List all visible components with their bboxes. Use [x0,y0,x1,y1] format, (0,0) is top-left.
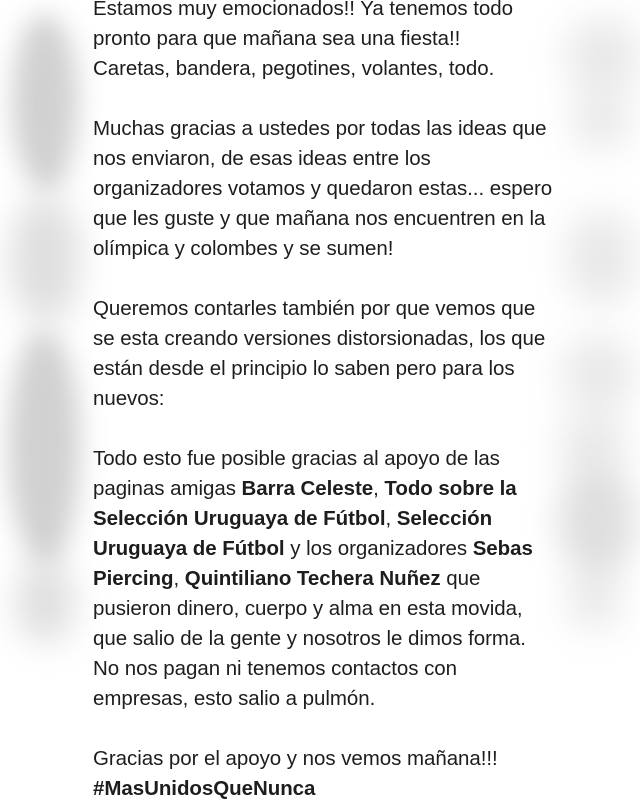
blurred-shape [566,18,640,96]
post-text-run: Muchas gracias a ustedes por todas las ideas que nos enviaron, de esas ideas entre los organizadores votamos y quedaron estas... espero que les guste y que mañana nos encuentren en la olímpica y colombes y se sumen! [93,117,553,260]
post-text-bold: Selección Uruguaya de Fútbol [93,507,493,560]
post-text-run: , [173,567,185,590]
blurred-shape [566,210,636,306]
post-paragraph [93,0,555,84]
post-text-bold: Todo sobre la Selección Uruguaya de Fútbol [93,477,517,530]
post-paragraph [93,294,555,414]
blurred-shape [16,560,74,644]
post-paragraph [93,744,555,804]
post-text-bold: Quintiliano Techera Nuñez [184,567,441,590]
blurred-shape [12,14,78,192]
post-text-bold: #MasUnidosQueNunca [93,777,316,800]
post-text-run: Gracias por el apoyo y nos vemos mañana!!! [93,747,498,770]
blurred-shape [10,196,80,324]
post-text-run: , [373,477,385,500]
post-text-bold: Barra Celeste [241,477,374,500]
blurred-shape [562,336,634,412]
post-text-run: Estamos muy emocionados!! Ya tenemos todo pronto para que mañana sea una fiesta!! [93,0,513,50]
blurred-shape [568,568,620,630]
blurred-shape [572,92,630,150]
blurred-shape [560,412,626,482]
post-text-body [93,0,555,804]
post-text-run: Todo esto fue posible gracias al apoyo de las paginas amigas [93,447,500,500]
post-text-run: No nos pagan ni tenemos contactos con empresas, esto salio a pulmón. [93,657,457,710]
post-paragraph [93,114,555,264]
post-text-bold: Sebas Piercing [93,537,533,590]
post-text-run: Caretas, bandera, pegotines, volantes, todo. [93,57,495,80]
post-text-run: que pusieron dinero, cuerpo y alma en esta movida, que salio de la gente y nosotros le dimos forma. [93,567,526,650]
post-text-run: , [385,507,397,530]
blurred-shape [558,468,636,576]
post-text-run: y los organizadores [284,537,473,560]
post-paragraph [93,444,555,714]
blurred-shape [8,330,80,566]
post-text-run: Queremos contarles también por que vemos que se esta creando versiones distorsionadas, los que están desde el principio lo saben pero para los nuevos: [93,297,546,410]
